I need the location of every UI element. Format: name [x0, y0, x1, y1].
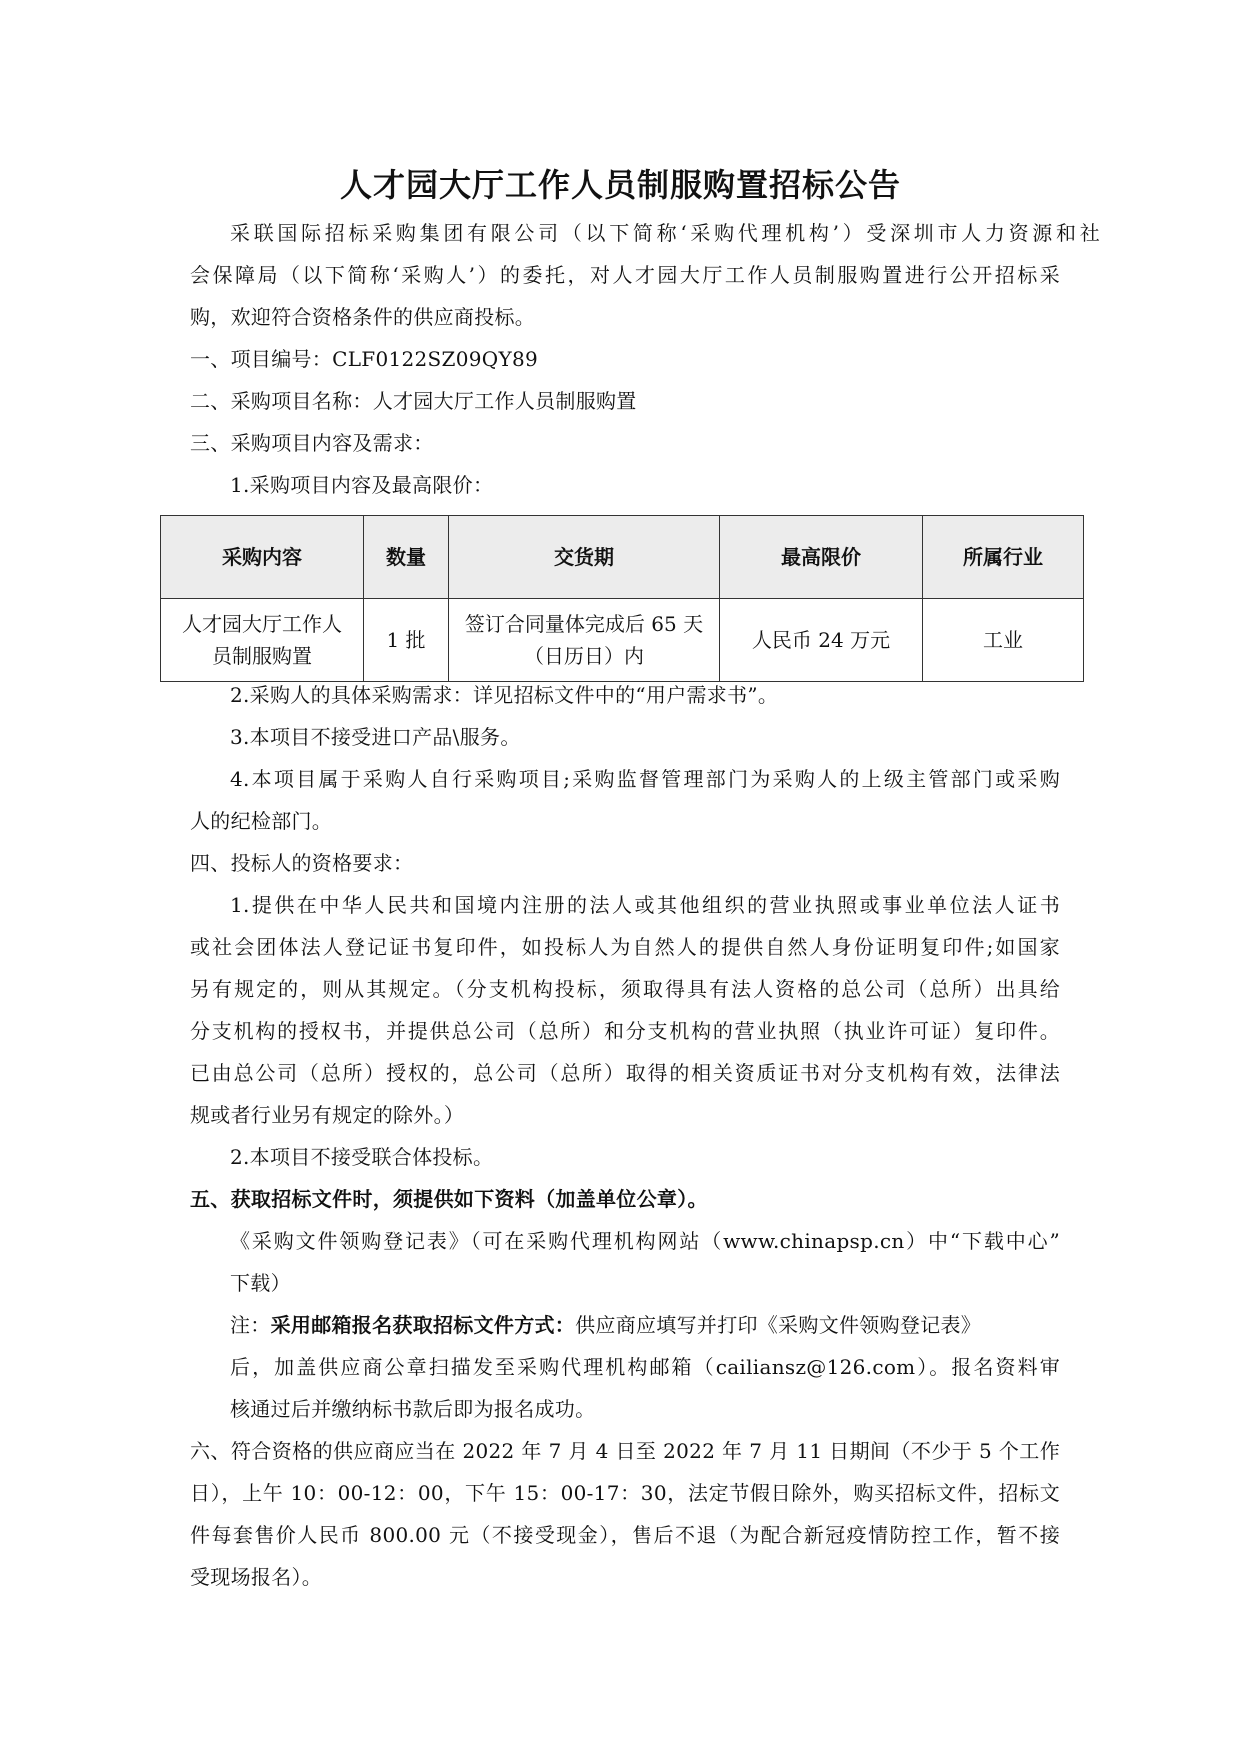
- cell-delivery: [449, 599, 720, 682]
- cell-delivery-line-1: 签订合同量体完成后 65 天: [464, 612, 704, 636]
- section-qualifications: 四、投标人的资格要求：: [190, 851, 414, 875]
- cell-quantity: 1 批: [364, 599, 449, 682]
- subsection-requirements: 2.采购人的具体采购需求：详见招标文件中的“用户需求书”。: [230, 683, 779, 707]
- qualification-1-line-3: 另有规定的，则从其规定。（分支机构投标，须取得具有法人资格的总公司（总所）出具给: [190, 977, 1060, 1001]
- purchase-period-line-4: 受现场报名）。: [190, 1565, 323, 1589]
- registration-form-line-1: 《采购文件领购登记表》（可在采购代理机构网站（www.chinapsp.cn）中“下载中心”: [230, 1229, 1060, 1253]
- note-text: 供应商应填写并打印《采购文件领购登记表》: [575, 1313, 982, 1337]
- cell-content-line-1: 人才园大厅工作人: [182, 612, 342, 636]
- header-delivery: 交货期: [449, 516, 720, 599]
- intro-line-2: 会保障局（以下简称‘采购人’）的委托，对人才园大厅工作人员制服购置进行公开招标采: [190, 263, 1060, 287]
- qualification-1-line-5: 已由总公司（总所）授权的，总公司（总所）取得的相关资质证书对分支机构有效，法律法: [190, 1061, 1060, 1085]
- qualification-2: 2.本项目不接受联合体投标。: [230, 1145, 494, 1169]
- cell-industry: 工业: [923, 599, 1084, 682]
- section-project-name: 二、采购项目名称：人才园大厅工作人员制服购置: [190, 389, 637, 413]
- qualification-1-line-4: 分支机构的授权书，并提供总公司（总所）和分支机构的营业执照（执业许可证）复印件。: [190, 1019, 1060, 1043]
- procurement-table: [160, 515, 1084, 682]
- subsection-self-procurement-line-1: 4.本项目属于采购人自行采购项目;采购监督管理部门为采购人的上级主管部门或采购: [230, 767, 1060, 791]
- section-project-content: 三、采购项目内容及需求：: [190, 431, 434, 455]
- header-industry: 所属行业: [923, 516, 1084, 599]
- intro-line-1: 采联国际招标采购集团有限公司（以下简称‘采购代理机构’）受深圳市人力资源和社: [230, 221, 1100, 245]
- table-header-row: [161, 516, 1084, 599]
- note-bold-text: 采用邮箱报名获取招标文件方式：: [270, 1313, 576, 1337]
- email-note-line-1: [230, 1304, 1100, 1346]
- header-max-price: 最高限价: [720, 516, 923, 599]
- purchase-period-line-2: 日），上午 10：00-12：00，下午 15：00-17：30，法定节假日除外，购买招标文件，招标文: [190, 1481, 1060, 1505]
- header-quantity: 数量: [364, 516, 449, 599]
- purchase-period-line-3: 件每套售价人民币 800.00 元（不接受现金），售后不退（为配合新冠疫情防控工作，暂不接: [190, 1523, 1060, 1547]
- cell-delivery-line-2: （日历日）内: [524, 644, 644, 668]
- table-row: [161, 599, 1084, 682]
- section-documents-required: 五、获取招标文件时，须提供如下资料（加盖单位公章）。: [190, 1187, 708, 1211]
- intro-line-3: 购，欢迎符合资格条件的供应商投标。: [190, 305, 536, 329]
- section-project-number: 一、项目编号：CLF0122SZ09QY89: [190, 347, 539, 371]
- registration-form-line-2: 下载）: [230, 1271, 291, 1295]
- page-title: 人才园大厅工作人员制服购置招标公告: [339, 166, 901, 204]
- note-label: 注：: [230, 1313, 271, 1337]
- qualification-1-line-2: 或社会团体法人登记证书复印件，如投标人为自然人的提供自然人身份证明复印件;如国家: [190, 935, 1060, 959]
- qualification-1-line-6: 规或者行业另有规定的除外。）: [190, 1103, 465, 1127]
- purchase-period-line-1: 六、符合资格的供应商应当在 2022 年 7 月 4 日至 2022 年 7 月 11 日期间（不少于 5 个工作: [190, 1439, 1060, 1463]
- cell-content-line-2: 员制服购置: [212, 644, 312, 668]
- subsection-content-price: 1.采购项目内容及最高限价：: [230, 473, 494, 497]
- qualification-1-line-1: 1.提供在中华人民共和国境内注册的法人或其他组织的营业执照或事业单位法人证书: [230, 893, 1060, 917]
- cell-max-price: 人民币 24 万元: [720, 599, 923, 682]
- subsection-self-procurement-line-2: 人的纪检部门。: [190, 809, 333, 833]
- subsection-no-import: 3.本项目不接受进口产品\服务。: [230, 725, 521, 749]
- header-content: 采购内容: [161, 516, 364, 599]
- email-note-line-2: 后，加盖供应商公章扫描发至采购代理机构邮箱（cailiansz@126.com）。报名资料审: [230, 1355, 1060, 1379]
- cell-content: [161, 599, 364, 682]
- email-note-line-3: 核通过后并缴纳标书款后即为报名成功。: [230, 1397, 596, 1421]
